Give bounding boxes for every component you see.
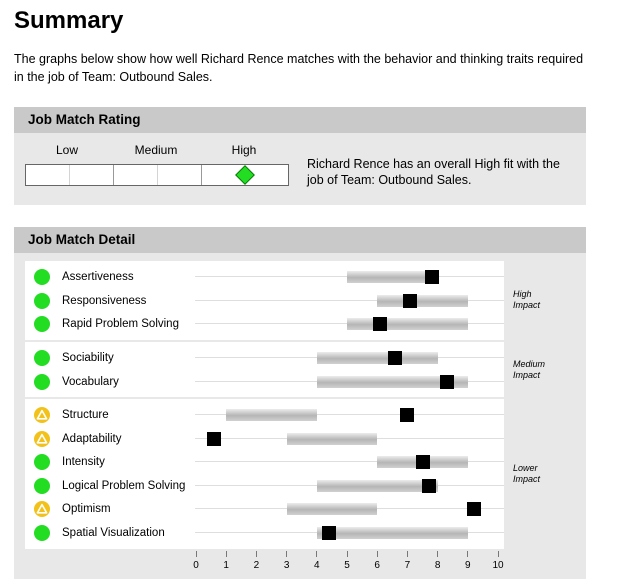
trait-score-marker: [440, 375, 454, 389]
trait-target-range-bar: [287, 503, 378, 515]
axis-tick-label: 9: [465, 560, 471, 571]
match-status-green-icon: [34, 316, 50, 332]
axis-tick: [347, 551, 348, 557]
trait-name: Vocabulary: [62, 375, 119, 388]
rating-label-medium: Medium: [134, 143, 178, 157]
warning-triangle-icon: [34, 407, 50, 423]
trait-target-range-bar: [317, 527, 468, 539]
axis-tick: [377, 551, 378, 557]
warning-triangle-icon: [34, 431, 50, 447]
axis-tick-label: 10: [492, 560, 504, 571]
job-match-detail-panel: [14, 227, 586, 579]
page-title: Summary: [14, 7, 124, 34]
axis-tick: [498, 551, 499, 557]
trait-score-marker: [467, 502, 481, 516]
trait-score-marker: [388, 351, 402, 365]
trait-target-range-bar: [317, 352, 438, 364]
trait-name: Assertiveness: [62, 271, 134, 283]
axis-tick: [467, 551, 468, 557]
trait-score-marker: [422, 479, 436, 493]
trait-name: Logical Problem Solving: [62, 479, 186, 492]
trait-row: [25, 403, 504, 427]
trait-row: [25, 427, 504, 451]
trait-score-marker: [207, 432, 221, 446]
job-match-rating-panel: [14, 107, 586, 205]
job-match-detail-header: Job Match Detail: [14, 227, 586, 253]
trait-row: [25, 289, 504, 313]
rating-scale-divider: [157, 165, 158, 185]
trait-name: Responsiveness: [62, 294, 147, 307]
axis-tick-label: 0: [193, 560, 199, 571]
match-status-green-icon: [34, 454, 50, 470]
match-status-green-icon: [34, 350, 50, 366]
rating-label-high: High: [231, 143, 257, 157]
trait-row: [25, 312, 504, 336]
trait-target-range-bar: [226, 409, 317, 421]
trait-score-marker: [373, 317, 387, 331]
axis-tick: [286, 551, 287, 557]
trait-target-range-bar: [317, 480, 438, 492]
axis-tick: [316, 551, 317, 557]
axis-tick-label: 7: [404, 560, 411, 571]
axis-tick: [196, 551, 197, 557]
trait-name: Optimism: [62, 503, 111, 516]
trait-score-marker: [425, 270, 439, 284]
trait-score-marker: [416, 455, 430, 469]
impact-label: Lower Impact: [513, 462, 541, 484]
trait-name: Adaptability: [62, 432, 122, 445]
trait-target-range-bar: [287, 433, 378, 445]
trait-row: [25, 370, 504, 394]
job-match-rating-header: Job Match Rating: [14, 107, 586, 133]
trait-row: [25, 521, 504, 545]
trait-name: Structure: [62, 409, 109, 421]
axis-tick-label: 8: [434, 560, 441, 571]
axis-tick-label: 6: [374, 560, 380, 571]
trait-name: Sociability: [62, 352, 114, 364]
axis-tick-label: 5: [344, 560, 350, 571]
trait-target-range-bar: [347, 318, 468, 330]
match-status-green-icon: [34, 478, 50, 494]
trait-group: [25, 342, 504, 397]
trait-row: [25, 497, 504, 521]
trait-score-marker: [322, 526, 336, 540]
trait-row: [25, 346, 504, 370]
rating-summary: Richard Rence has an overall High fit with the job of Team: Outbound Sales.: [307, 157, 560, 187]
match-status-green-icon: [34, 525, 50, 541]
trait-row: [25, 474, 504, 498]
axis-tick: [407, 551, 408, 557]
rating-level-labels: [14, 143, 314, 159]
trait-score-marker: [403, 294, 417, 308]
rating-label-low: Low: [55, 143, 79, 157]
trait-group: [25, 261, 504, 340]
page-description: The graphs below show how well Richard Rence matches with the behavior and thinking traits required in the job of Team: Outbound Sales.: [14, 52, 584, 84]
axis-tick: [226, 551, 227, 557]
impact-label: Medium Impact: [513, 358, 546, 380]
axis-tick-label: 4: [314, 560, 320, 571]
rating-scale: [25, 164, 289, 186]
trait-row: [25, 265, 504, 289]
axis-tick: [256, 551, 257, 557]
trait-name: Rapid Problem Solving: [62, 318, 179, 331]
axis-tick-label: 3: [283, 560, 290, 571]
axis-tick-label: 1: [223, 560, 229, 571]
rating-scale-divider: [69, 165, 70, 185]
trait-name: Intensity: [62, 456, 105, 469]
axis-tick-label: 2: [253, 560, 260, 571]
trait-score-marker: [400, 408, 414, 422]
rating-indicator-diamond-icon: [235, 165, 255, 185]
trait-target-range-bar: [377, 295, 468, 307]
rating-scale-divider: [113, 165, 114, 185]
trait-group: [25, 399, 504, 549]
axis-tick: [437, 551, 438, 557]
match-status-green-icon: [34, 374, 50, 390]
match-status-green-icon: [34, 293, 50, 309]
trait-name: Spatial Visualization: [62, 527, 165, 539]
match-status-green-icon: [34, 269, 50, 285]
impact-label: High Impact: [513, 289, 541, 311]
rating-scale-divider: [201, 165, 202, 185]
warning-triangle-icon: [34, 501, 50, 517]
trait-row: [25, 450, 504, 474]
